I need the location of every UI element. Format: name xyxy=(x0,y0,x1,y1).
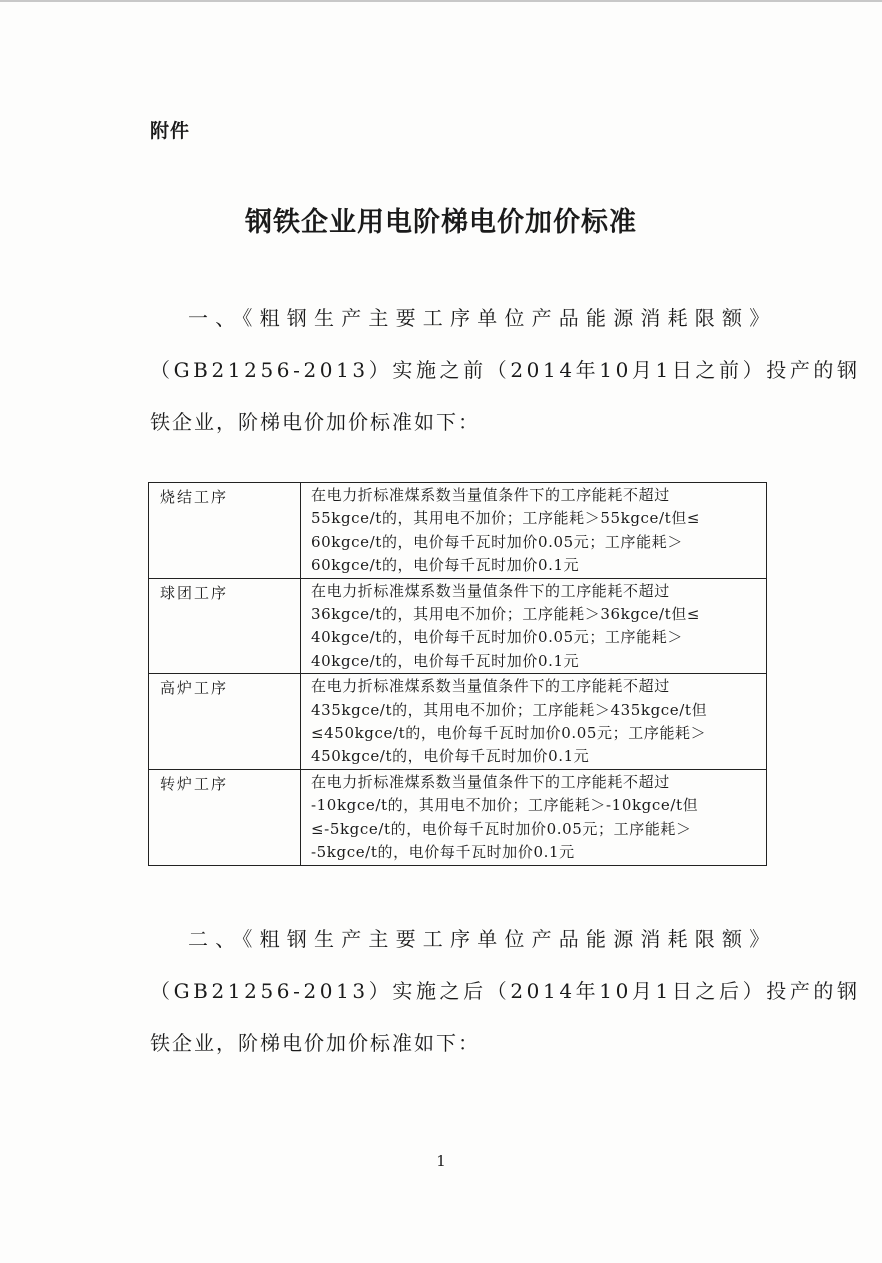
section-two-line-2: （GB21256-2013）实施之后（2014年10月1日之后）投产的钢 xyxy=(150,979,861,1003)
rule-line: 40kgce/t的，电价每千瓦时加价0.05元；工序能耗＞ xyxy=(311,628,683,647)
process-rule-cell xyxy=(301,674,767,770)
rule-line: 在电力折标准煤系数当量值条件下的工序能耗不超过 xyxy=(311,677,670,696)
process-name-cell: 球团工序 xyxy=(149,578,301,674)
rule-line: -5kgce/t的，电价每千瓦时加价0.1元 xyxy=(311,843,575,862)
process-name-cell: 烧结工序 xyxy=(149,483,301,579)
rule-line: 36kgce/t的，其用电不加价；工序能耗＞36kgce/t但≤ xyxy=(311,605,701,624)
table-row xyxy=(149,483,767,579)
section-one-line-1: 一、《粗钢生产主要工序单位产品能源消耗限额》 xyxy=(188,306,777,330)
table-row xyxy=(149,674,767,770)
attachment-label: 附件 xyxy=(150,120,191,142)
section-one-line-3: 铁企业，阶梯电价加价标准如下： xyxy=(150,410,480,434)
rule-line: 60kgce/t的，电价每千瓦时加价0.05元；工序能耗＞ xyxy=(311,532,683,551)
page-number: 1 xyxy=(436,1152,446,1170)
rule-line: 在电力折标准煤系数当量值条件下的工序能耗不超过 xyxy=(311,581,670,600)
table-row xyxy=(149,578,767,674)
section-two-paragraph xyxy=(150,913,861,1069)
rule-line: 60kgce/t的，电价每千瓦时加价0.1元 xyxy=(311,556,580,575)
rule-line: -10kgce/t的，其用电不加价；工序能耗＞-10kgce/t但 xyxy=(311,796,699,815)
table-row xyxy=(149,769,767,865)
rule-line: 40kgce/t的，电价每千瓦时加价0.1元 xyxy=(311,651,580,670)
rule-line: 55kgce/t的，其用电不加价；工序能耗＞55kgce/t但≤ xyxy=(311,509,701,528)
section-two-line-1: 二、《粗钢生产主要工序单位产品能源消耗限额》 xyxy=(188,927,777,951)
rule-line: ≤450kgce/t的，电价每千瓦时加价0.05元；工序能耗＞ xyxy=(311,724,707,743)
rule-line: 435kgce/t的，其用电不加价；工序能耗＞435kgce/t但 xyxy=(311,700,708,719)
section-one-paragraph xyxy=(150,292,861,448)
process-rule-cell xyxy=(301,578,767,674)
section-one-line-2: （GB21256-2013）实施之前（2014年10月1日之前）投产的钢 xyxy=(150,358,861,382)
rule-line: 在电力折标准煤系数当量值条件下的工序能耗不超过 xyxy=(311,772,670,791)
process-rule-cell xyxy=(301,483,767,579)
section-two-line-3: 铁企业，阶梯电价加价标准如下： xyxy=(150,1031,480,1055)
top-border xyxy=(0,0,882,2)
pricing-standard-table xyxy=(148,482,767,866)
process-name-cell: 转炉工序 xyxy=(149,769,301,865)
process-rule-cell xyxy=(301,769,767,865)
process-name-cell: 高炉工序 xyxy=(149,674,301,770)
document-title: 钢铁企业用电阶梯电价加价标准 xyxy=(245,207,637,238)
rule-line: 450kgce/t的，电价每千瓦时加价0.1元 xyxy=(311,747,590,766)
rule-line: 在电力折标准煤系数当量值条件下的工序能耗不超过 xyxy=(311,486,670,504)
rule-line: ≤-5kgce/t的，电价每千瓦时加价0.05元；工序能耗＞ xyxy=(311,819,692,838)
